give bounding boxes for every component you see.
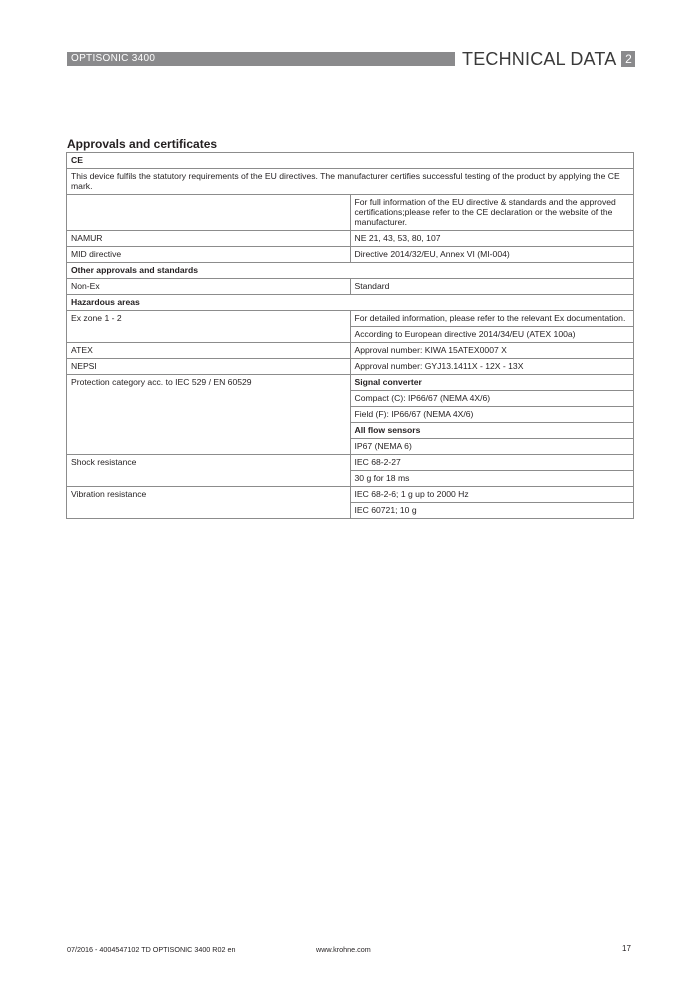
ce-description: This device fulfils the statutory requirements of the EU directives. The manufacturer certifies successful testing of the product by applying the CE mark. bbox=[67, 169, 634, 195]
shock-label: Shock resistance bbox=[67, 455, 351, 487]
header-product-bar bbox=[67, 52, 455, 66]
table-row bbox=[67, 263, 634, 279]
table-row bbox=[67, 231, 634, 247]
page-number: 17 bbox=[622, 944, 631, 953]
table-row bbox=[67, 247, 634, 263]
mid-label: MID directive bbox=[67, 247, 351, 263]
vibration-label: Vibration resistance bbox=[67, 487, 351, 519]
approvals-table bbox=[66, 152, 634, 519]
footer-website-link[interactable]: www.krohne.com bbox=[316, 945, 371, 954]
header-section bbox=[462, 49, 635, 69]
other-approvals-header: Other approvals and standards bbox=[67, 263, 634, 279]
table-row bbox=[67, 375, 634, 391]
protection-label: Protection category acc. to IEC 529 / EN 60529 bbox=[67, 375, 351, 455]
nonex-value: Standard bbox=[350, 279, 634, 295]
exzone-label: Ex zone 1 - 2 bbox=[67, 311, 351, 343]
chapter-badge: 2 bbox=[621, 51, 635, 67]
shock-value-1: IEC 68-2-27 bbox=[350, 455, 634, 471]
table-row bbox=[67, 343, 634, 359]
table-row bbox=[67, 153, 634, 169]
nonex-label: Non-Ex bbox=[67, 279, 351, 295]
field-value: Field (F): IP66/67 (NEMA 4X/6) bbox=[350, 407, 634, 423]
compact-value: Compact (C): IP66/67 (NEMA 4X/6) bbox=[350, 391, 634, 407]
table-row bbox=[67, 487, 634, 503]
page-heading: Approvals and certificates bbox=[67, 137, 218, 151]
ce-info: For full information of the EU directive & standards and the approved certifications;please refer to the CE declaration or the website of the manufacturer. bbox=[350, 195, 634, 231]
hazardous-areas-header: Hazardous areas bbox=[67, 295, 634, 311]
footer-doc-ref: 07/2016 - 4004547102 TD OPTISONIC 3400 R02 en bbox=[67, 945, 236, 954]
all-flow-sensors-subheader: All flow sensors bbox=[350, 423, 634, 439]
ce-header: CE bbox=[67, 153, 634, 169]
namur-label: NAMUR bbox=[67, 231, 351, 247]
exzone-value-1: For detailed information, please refer to the relevant Ex documentation. bbox=[350, 311, 634, 327]
table-row bbox=[67, 455, 634, 471]
section-title: TECHNICAL DATA bbox=[462, 49, 617, 69]
ip67-value: IP67 (NEMA 6) bbox=[350, 439, 634, 455]
signal-converter-subheader: Signal converter bbox=[350, 375, 634, 391]
table-row bbox=[67, 195, 634, 231]
table-row bbox=[67, 295, 634, 311]
table-row bbox=[67, 359, 634, 375]
mid-value: Directive 2014/32/EU, Annex VI (MI-004) bbox=[350, 247, 634, 263]
atex-value: Approval number: KIWA 15ATEX0007 X bbox=[350, 343, 634, 359]
exzone-value-2: According to European directive 2014/34/EU (ATEX 100a) bbox=[350, 327, 634, 343]
vibration-value-1: IEC 68-2-6; 1 g up to 2000 Hz bbox=[350, 487, 634, 503]
vibration-value-2: IEC 60721; 10 g bbox=[350, 503, 634, 519]
table-row bbox=[67, 169, 634, 195]
nepsi-value: Approval number: GYJ13.1411X - 12X - 13X bbox=[350, 359, 634, 375]
shock-value-2: 30 g for 18 ms bbox=[350, 471, 634, 487]
product-name: OPTISONIC 3400 bbox=[71, 53, 156, 64]
atex-label: ATEX bbox=[67, 343, 351, 359]
empty-cell bbox=[67, 195, 351, 231]
namur-value: NE 21, 43, 53, 80, 107 bbox=[350, 231, 634, 247]
table-row bbox=[67, 279, 634, 295]
nepsi-label: NEPSI bbox=[67, 359, 351, 375]
table-row bbox=[67, 311, 634, 327]
